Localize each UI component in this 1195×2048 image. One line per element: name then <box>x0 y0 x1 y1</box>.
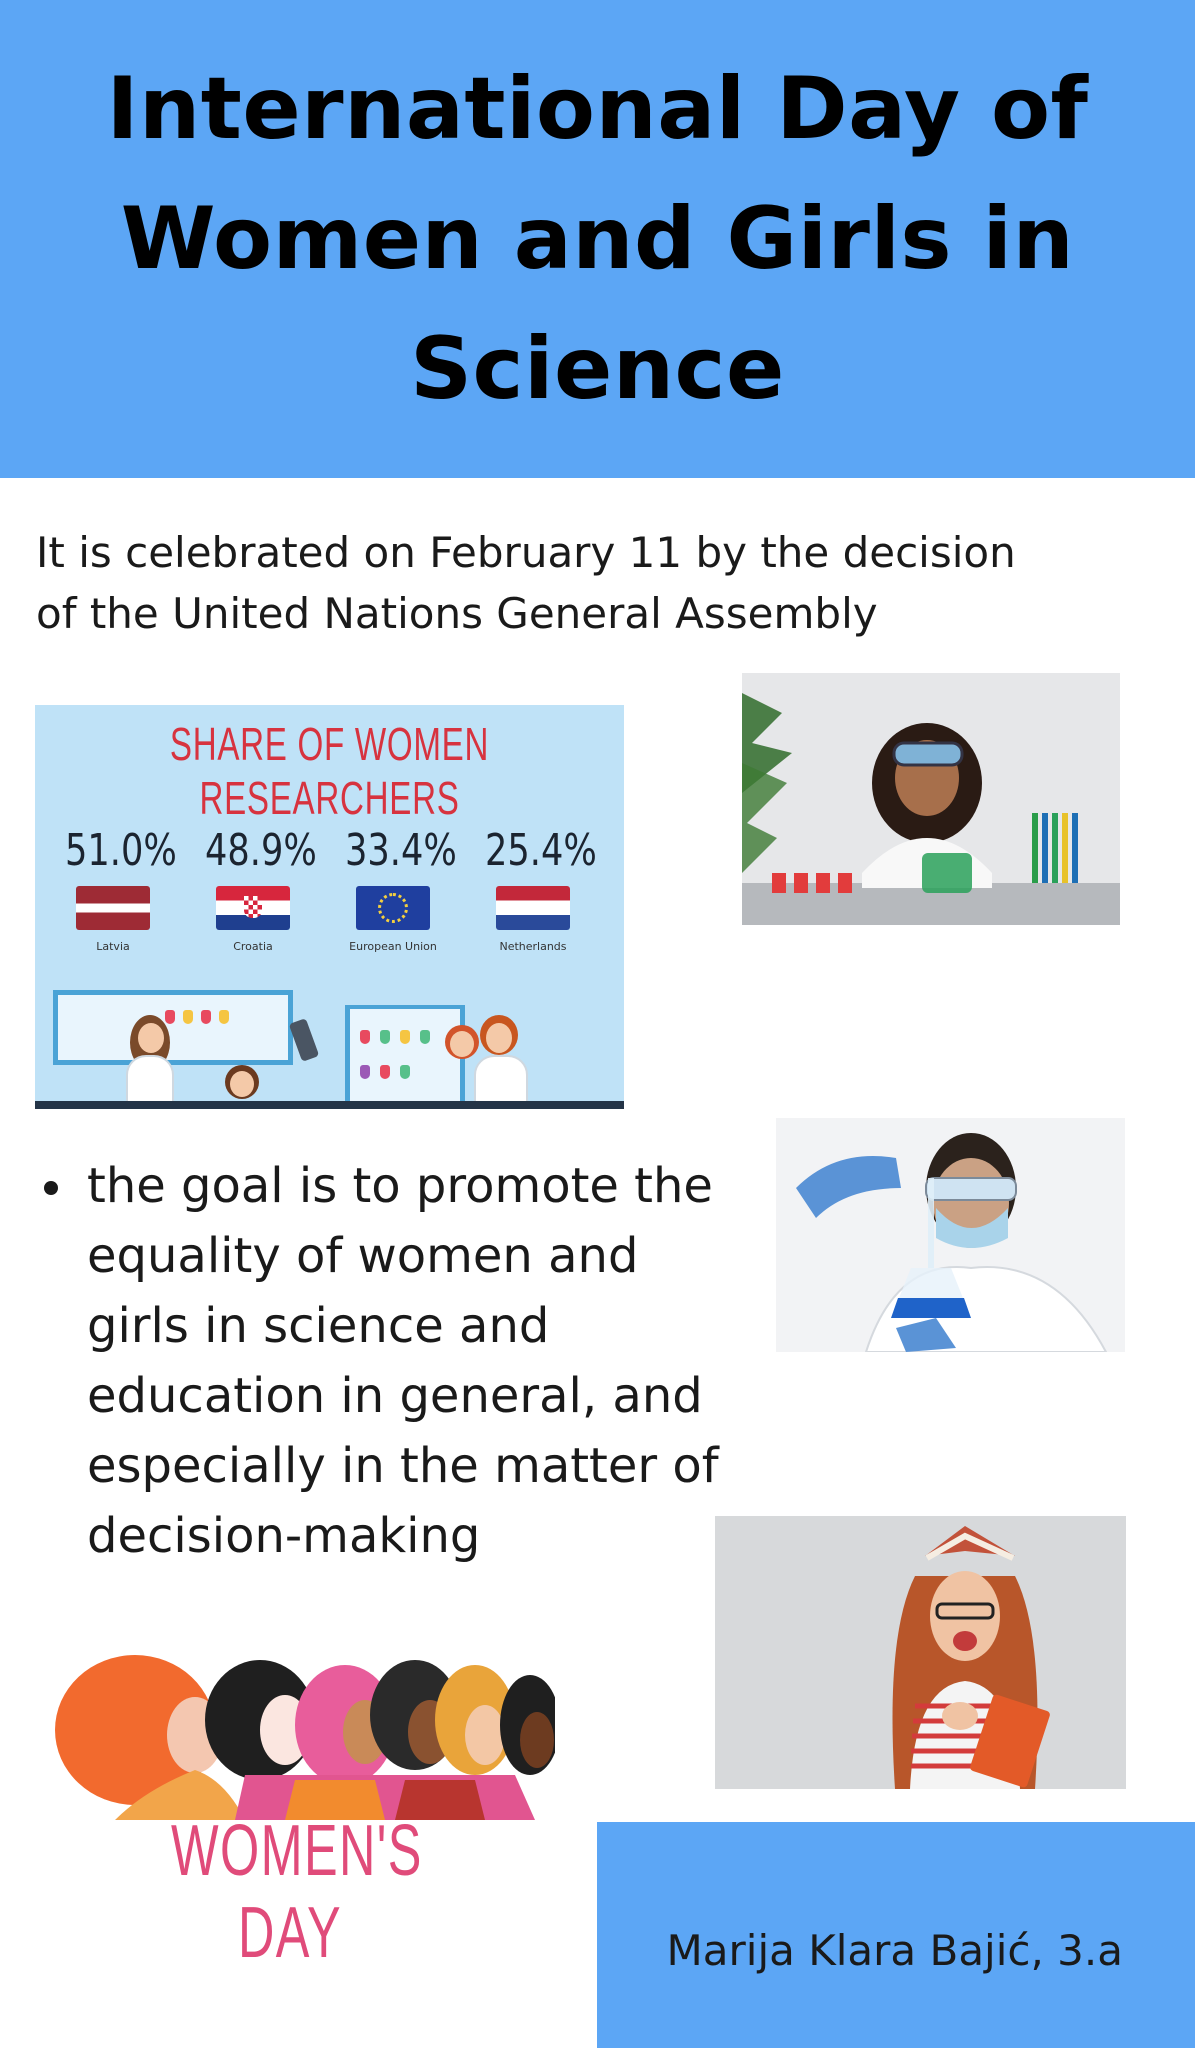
stat-value: 51.0% <box>65 825 177 876</box>
lab-shelf-illustration <box>345 1005 465 1104</box>
stat-latvia <box>53 825 177 953</box>
lab-bench <box>35 1101 624 1109</box>
girl-books-image <box>715 1516 1126 1789</box>
microscope-icon <box>289 1018 320 1062</box>
womens-day-label: WOMEN'S DAY <box>171 1811 423 1973</box>
intro-line-2: of the United Nations General Assembly <box>36 589 878 638</box>
netherlands-flag-icon <box>496 886 570 930</box>
infographic-title: SHARE OF WOMEN RESEARCHERS <box>169 718 490 824</box>
flask-icon <box>380 1065 390 1079</box>
author-credit: Marija Klara Bajić, 3.a <box>666 1926 1123 1975</box>
flask-icon <box>380 1030 390 1044</box>
flask-icon <box>360 1030 370 1044</box>
intro-line-1: It is celebrated on February 11 by the decision <box>36 528 1016 577</box>
stat-croatia <box>193 825 317 953</box>
eu-flag-icon <box>356 886 430 930</box>
flask-icon <box>400 1030 410 1044</box>
stat-country: Croatia <box>233 940 273 953</box>
flask-icon <box>165 1010 175 1024</box>
flask-icon <box>219 1010 229 1024</box>
page-title: International Day of Women and Girls in Science <box>106 59 1089 419</box>
flask-icon <box>400 1065 410 1079</box>
lab-shelf-illustration <box>53 990 293 1065</box>
women-researchers-infographic <box>35 705 624 1109</box>
photo-girl-science-experiment <box>742 673 1120 925</box>
stat-country: Latvia <box>96 940 130 953</box>
goal-bullet-list <box>44 1151 744 1571</box>
flask-icon <box>183 1010 193 1024</box>
goal-bullet-item: the goal is to promote the equality of women and girls in science and education in general, and especially in the matter of decision-making <box>44 1151 744 1571</box>
croatia-flag-icon <box>216 886 290 930</box>
flask-icon <box>420 1030 430 1044</box>
latvia-flag-icon <box>76 886 150 930</box>
women-profiles-image <box>45 1640 555 1820</box>
header-banner <box>0 0 1195 478</box>
stat-eu <box>333 825 457 953</box>
intro-text <box>36 522 1036 644</box>
flask-icon <box>360 1065 370 1079</box>
stat-country: European Union <box>349 940 437 953</box>
stat-netherlands <box>473 825 597 953</box>
stat-value: 33.4% <box>345 825 457 876</box>
scientist-flask-image <box>776 1118 1125 1352</box>
photo-scientist-flask <box>776 1118 1125 1352</box>
stat-country: Netherlands <box>499 940 567 953</box>
photo-girl-with-books <box>715 1516 1126 1789</box>
stat-value: 25.4% <box>485 825 597 876</box>
flask-icon <box>201 1010 211 1024</box>
girl-experiment-image <box>742 673 1120 925</box>
stat-value: 48.9% <box>205 825 317 876</box>
